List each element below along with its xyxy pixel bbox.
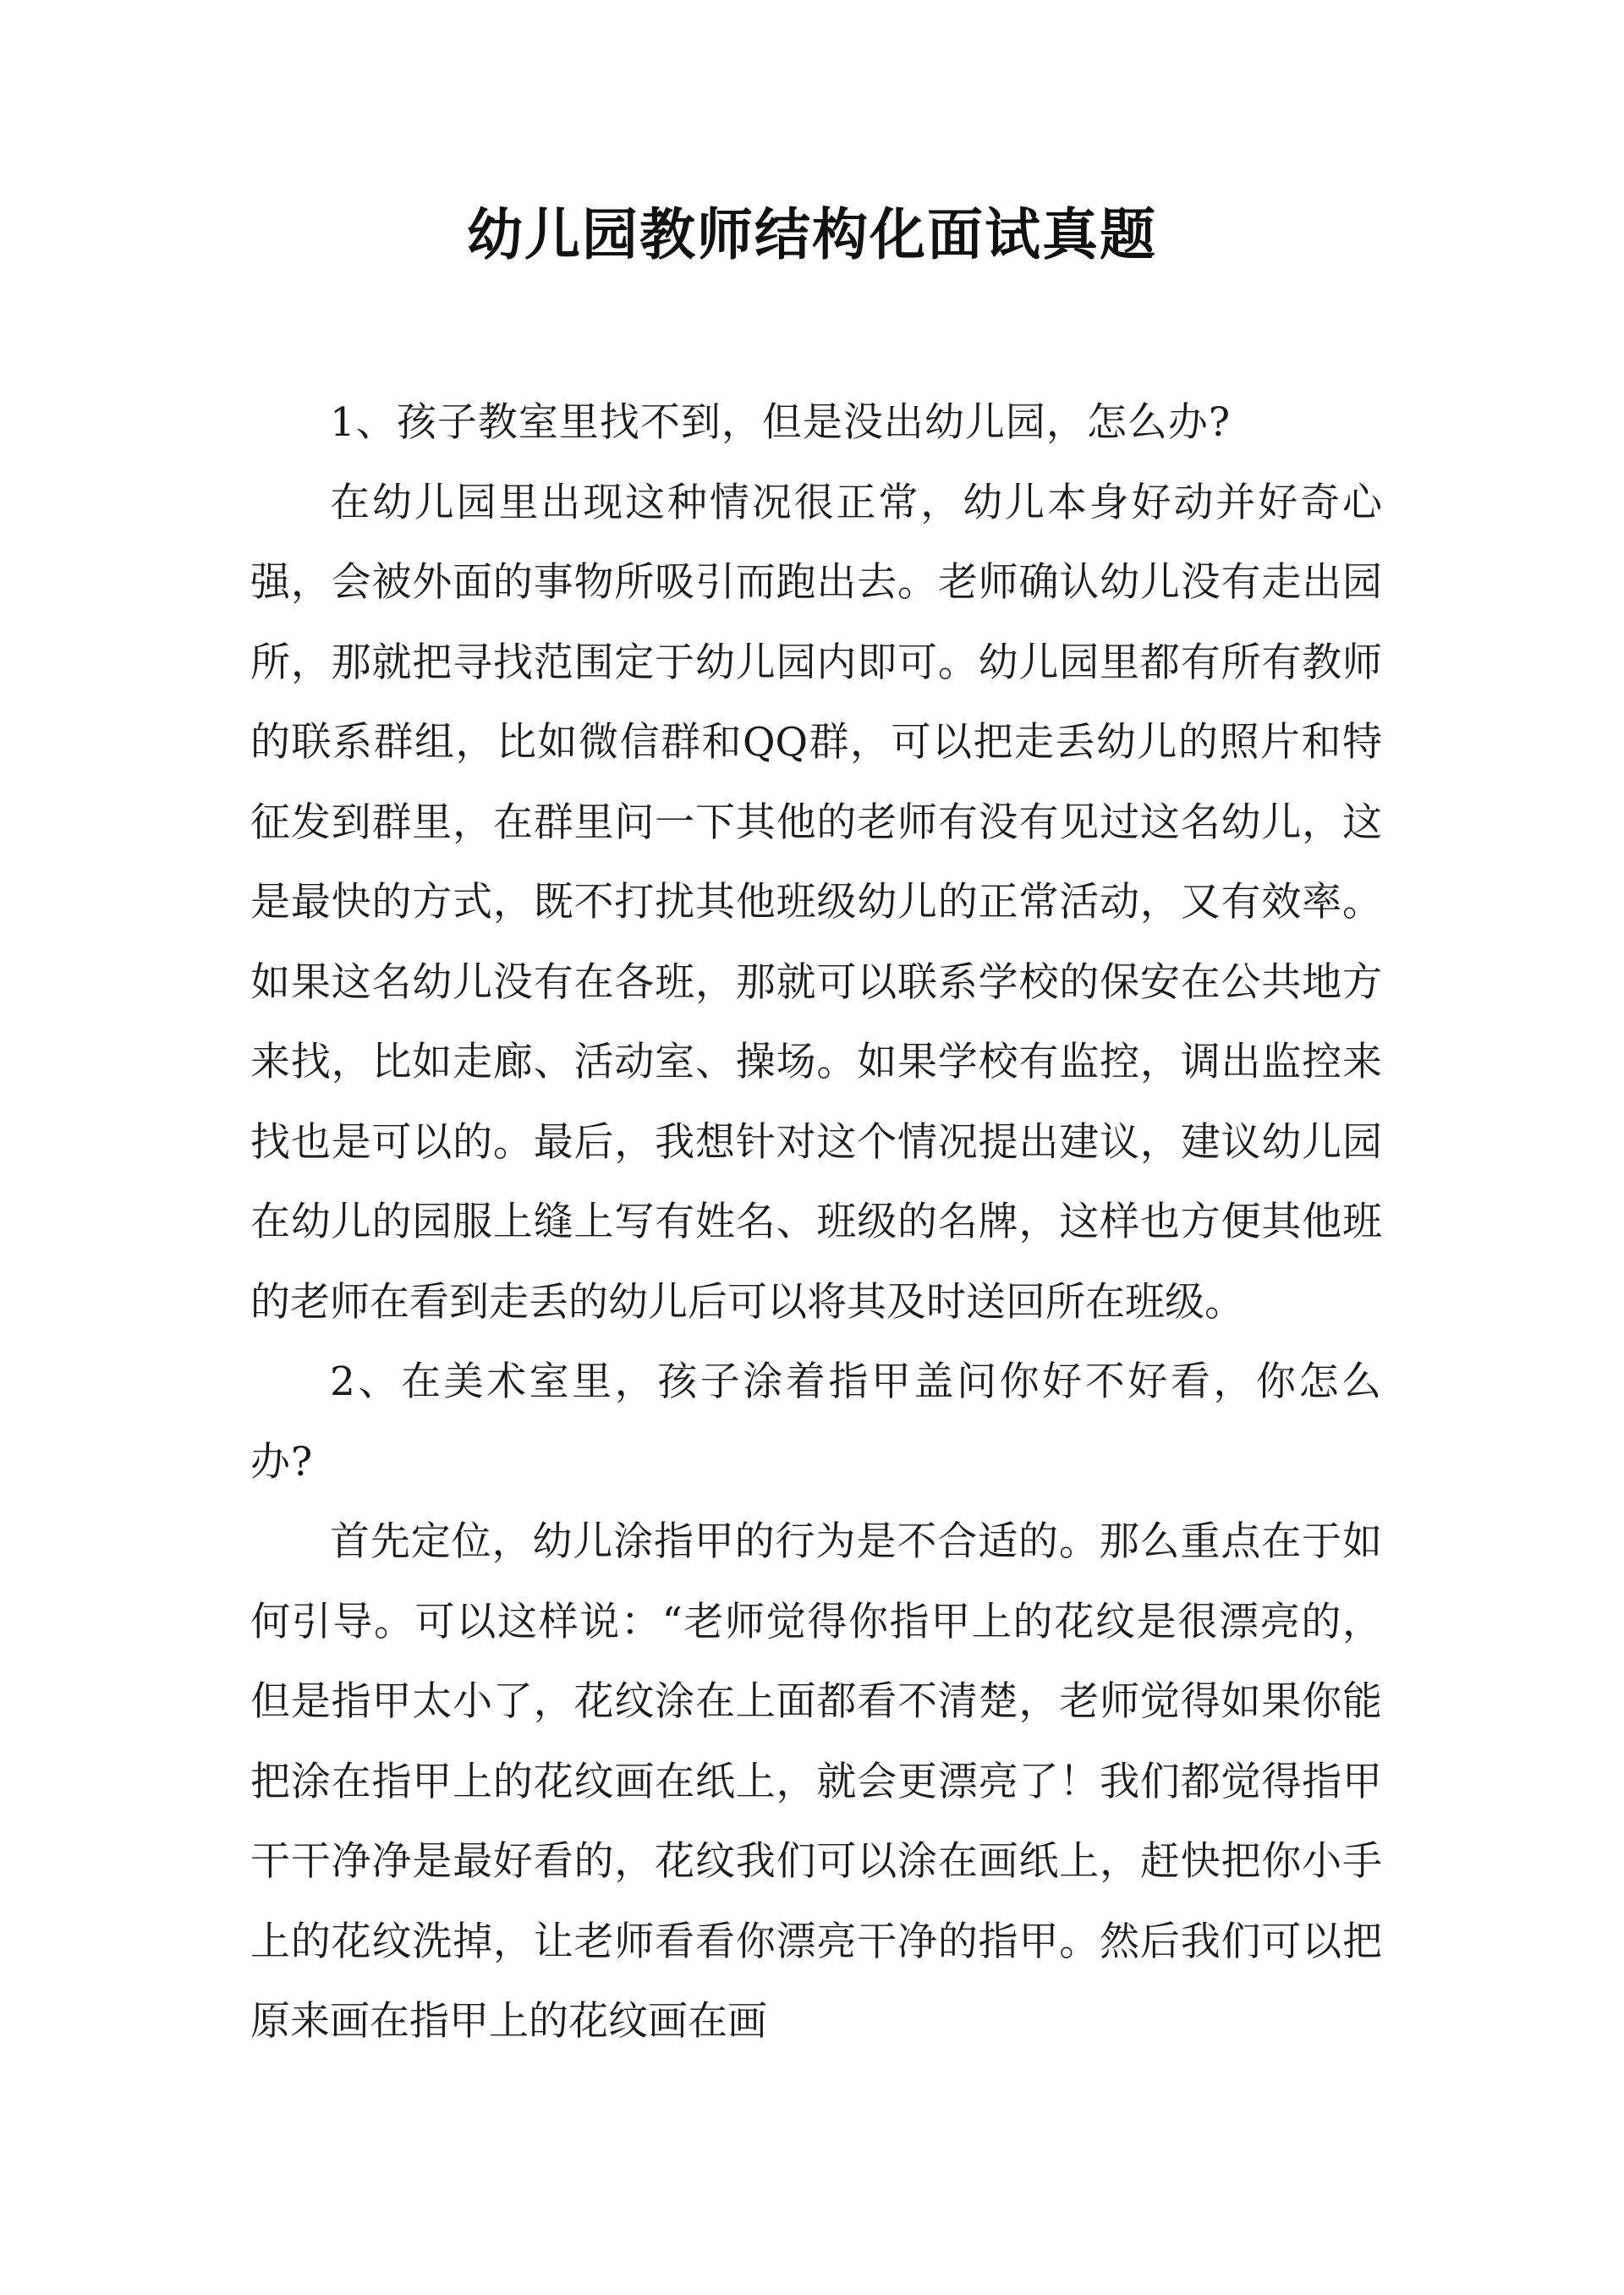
answer-1: 在幼儿园里出现这种情况很正常，幼儿本身好动并好奇心强，会被外面的事物所吸引而跑出去。老师确认幼儿没有走出园所，那就把寻找范围定于幼儿园内即可。幼儿园里都有所有教师的联系群组，比如微信群和QQ群，可以把走丢幼儿的照片和特征发到群里，在群里问一下其他的老师有没有见过这名幼儿，这是最快的方式，既不打扰其他班级幼儿的正常活动，又有效率。如果这名幼儿没有在各班，那就可以联系学校的保安在公共地方来找，比如走廊、活动室、操场。如果学校有监控，调出监控来找也是可以的。最后，我想针对这个情况提出建议，建议幼儿园在幼儿的园服上缝上写有姓名、班级的名牌，这样也方便其他班的老师在看到走丢的幼儿后可以将其及时送回所在班级。 <box>250 479 1382 1326</box>
answer-2: 首先定位，幼儿涂指甲的行为是不合适的。那么重点在于如何引导。可以这样说：“老师觉得你指甲上的花纹是很漂亮的，但是指甲太小了，花纹涂在上面都看不清楚，老师觉得如果你能把涂在指甲上的花纹画在纸上，就会更漂亮了！我们都觉得指甲干干净净是最好看的，花纹我们可以涂在画纸上，赶快把你小手上的花纹洗掉，让老师看看你漂亮干净的指甲。然后我们可以把原来画在指甲上的花纹画在画 <box>250 1518 1382 2045</box>
document-body <box>250 383 1382 2062</box>
document-title: 幼儿园教师结构化面试真题 <box>467 202 1157 267</box>
question-2: 2、在美术室里，孩子涂着指甲盖问你好不好看，你怎么办? <box>250 1359 1382 1485</box>
question-1: 1、孩子教室里找不到，但是没出幼儿园，怎么办? <box>330 399 1232 446</box>
